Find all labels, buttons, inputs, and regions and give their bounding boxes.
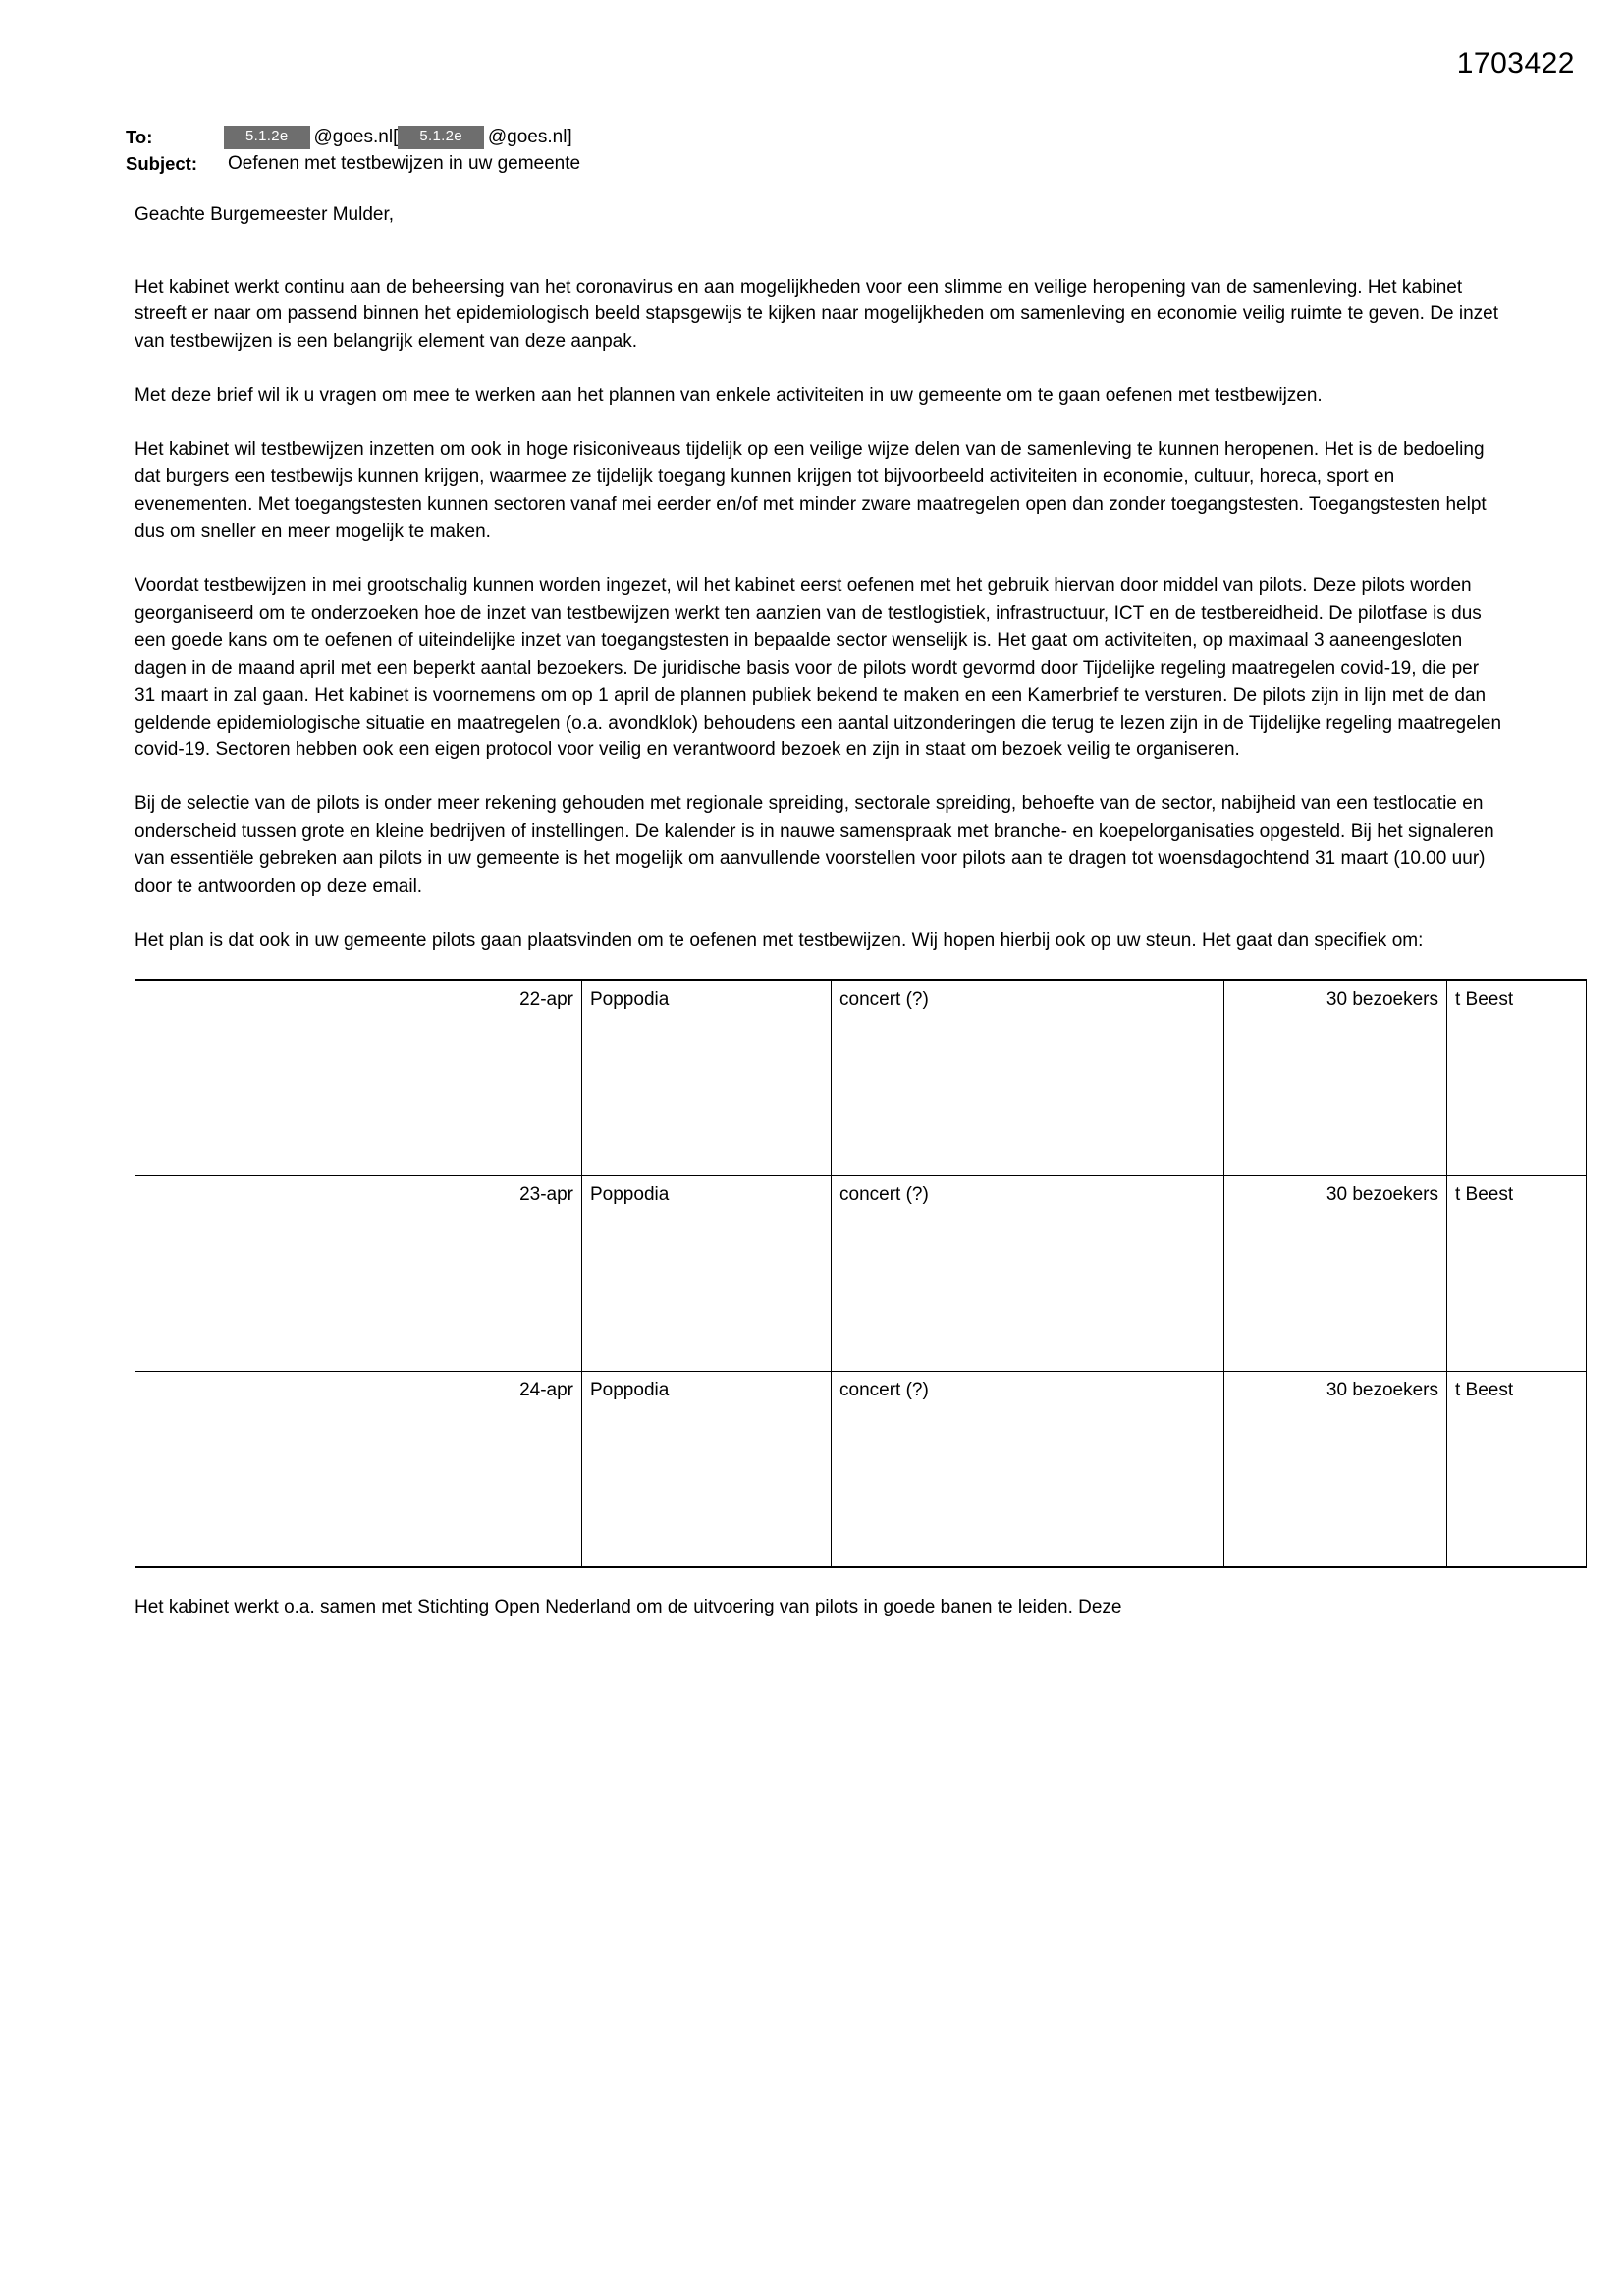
email-to-row [126,126,1500,149]
paragraph: Het kabinet wil testbewijzen inzetten om ook in hoge risiconiveaus tijdelijk op een veilige wijze delen van de samenleving te kunnen heropenen. Het is de bedoeling dat burgers een testbewijs kunnen krijgen, waarmee ze tijdelijk toegang kunnen krijgen tot bijvoorbeeld activiteiten in economie, cultuur, horeca, sport en evenementen. Met toegangstesten kunnen sectoren vanaf mei eerder en/of met minder zware maatregelen open dan zonder toegangstesten. Toegangstesten helpt dus om sneller en meer mogelijk te maken. [135,439,1487,542]
pilot-schedule-table [135,979,1587,1568]
paragraph: Voordat testbewijzen in mei grootschalig kunnen worden ingezet, wil het kabinet eerst oefenen met het gebruik hiervan door middel van pilots. Deze pilots worden georganiseerd om te onderzoeken hoe de inzet van testbewijzen werkt ten aanzien van de testlogistiek, infrastructuur, ICT en de testbereidheid. De pilotfase is dus een goede kans om te oefenen of uiteindelijke inzet van toegangstesten in bepaalde sector wenselijk is. Het gaat om activiteiten, op maximaal 3 aaneengesloten dagen in de maand april met een beperkt aantal bezoekers. De juridische basis voor de pilots wordt gevormd door Tijdelijke regeling maatregelen covid-19, die per 31 maart in zal gaan. Het kabinet is voornemens om op 1 april de plannen publiek bekend te maken en een Kamerbrief te versturen. De pilots zijn in lijn met de dan geldende epidemiologische situatie en maatregelen (o.a. avondklok) behoudens een aantal uitzonderingen die terug te lezen zijn in de Tijdelijke regeling maatregelen covid-19. Sectoren hebben ook een eigen protocol voor veilig en verantwoord bezoek en zijn in staat om bezoek veilig te organiseren. [135,574,1502,761]
cell-date: 24-apr [135,1371,582,1567]
salutation: Geachte Burgemeester Mulder, [135,204,395,225]
to-value [224,126,572,149]
paragraph: Het plan is dat ook in uw gemeente pilots gaan plaatsvinden om te oefenen met testbewijzen. Wij hopen hierbij ook op uw steun. Het gaat dan specifiek om: [135,930,1424,952]
paragraph: Het kabinet werkt continu aan de beheersing van het coronavirus en aan mogelijkheden voor een slimme en veilige heropening van de samenleving. Het kabinet streeft er naar om passend binnen het epidemiologisch beeld stapsgewijs te kijken naar mogelijkheden om samenleving en economie veilig ruimte te geven. De inzet van testbewijzen is een belangrijk element van deze aanpak. [135,276,1499,353]
cell-location: t Beest [1447,1175,1587,1371]
redaction-box-2: 5.1.2e [398,126,484,149]
cell-activity: concert (?) [832,1175,1224,1371]
to-label: To: [126,127,153,147]
cell-venue: Poppodia [582,980,832,1176]
cell-date: 22-apr [135,980,582,1176]
to-domain-1: @goes.nl[ [313,127,399,147]
table-row [135,980,1587,1176]
email-subject-row [126,152,1500,176]
cell-activity: concert (?) [832,1371,1224,1567]
cell-capacity: 30 bezoekers [1224,1175,1447,1371]
cell-date: 23-apr [135,1175,582,1371]
subject-label: Subject: [126,152,197,174]
document-number: 1703422 [1456,47,1575,80]
cell-capacity: 30 bezoekers [1224,980,1447,1176]
cell-activity: concert (?) [832,980,1224,1176]
cell-location: t Beest [1447,980,1587,1176]
table-row [135,1371,1587,1567]
cell-venue: Poppodia [582,1175,832,1371]
table-row [135,1175,1587,1371]
cell-venue: Poppodia [582,1371,832,1567]
subject-value: Oefenen met testbewijzen in uw gemeente [228,152,581,174]
paragraph: Met deze brief wil ik u vragen om mee te werken aan het plannen van enkele activiteiten in uw gemeente om te gaan oefenen met testbewijzen. [135,385,1323,407]
paragraph: Bij de selectie van de pilots is onder meer rekening gehouden met regionale spreiding, sectorale spreiding, behoefte van de sector, nabijheid van een testlocatie en onderscheid tussen grote en kleine bedrijven of instellingen. De kalender is in nauwe samenspraak met branche- en koepelorganisaties opgesteld. Bij het signaleren van essentiële gebreken aan pilots in uw gemeente is het mogelijk om aanvullende voorstellen voor pilots aan te dragen tot woensdagochtend 31 maart (10.00 uur) door te antwoorden op deze email. [135,793,1494,898]
letter-body [135,201,1514,1621]
to-domain-2: @goes.nl] [487,127,572,147]
closing-paragraph: Het kabinet werkt o.a. samen met Stichting Open Nederland om de uitvoering van pilots in goede banen te leiden. Deze [135,1596,1122,1617]
email-header [126,126,1500,179]
cell-location: t Beest [1447,1371,1587,1567]
cell-capacity: 30 bezoekers [1224,1371,1447,1567]
redaction-box-1: 5.1.2e [224,126,310,149]
